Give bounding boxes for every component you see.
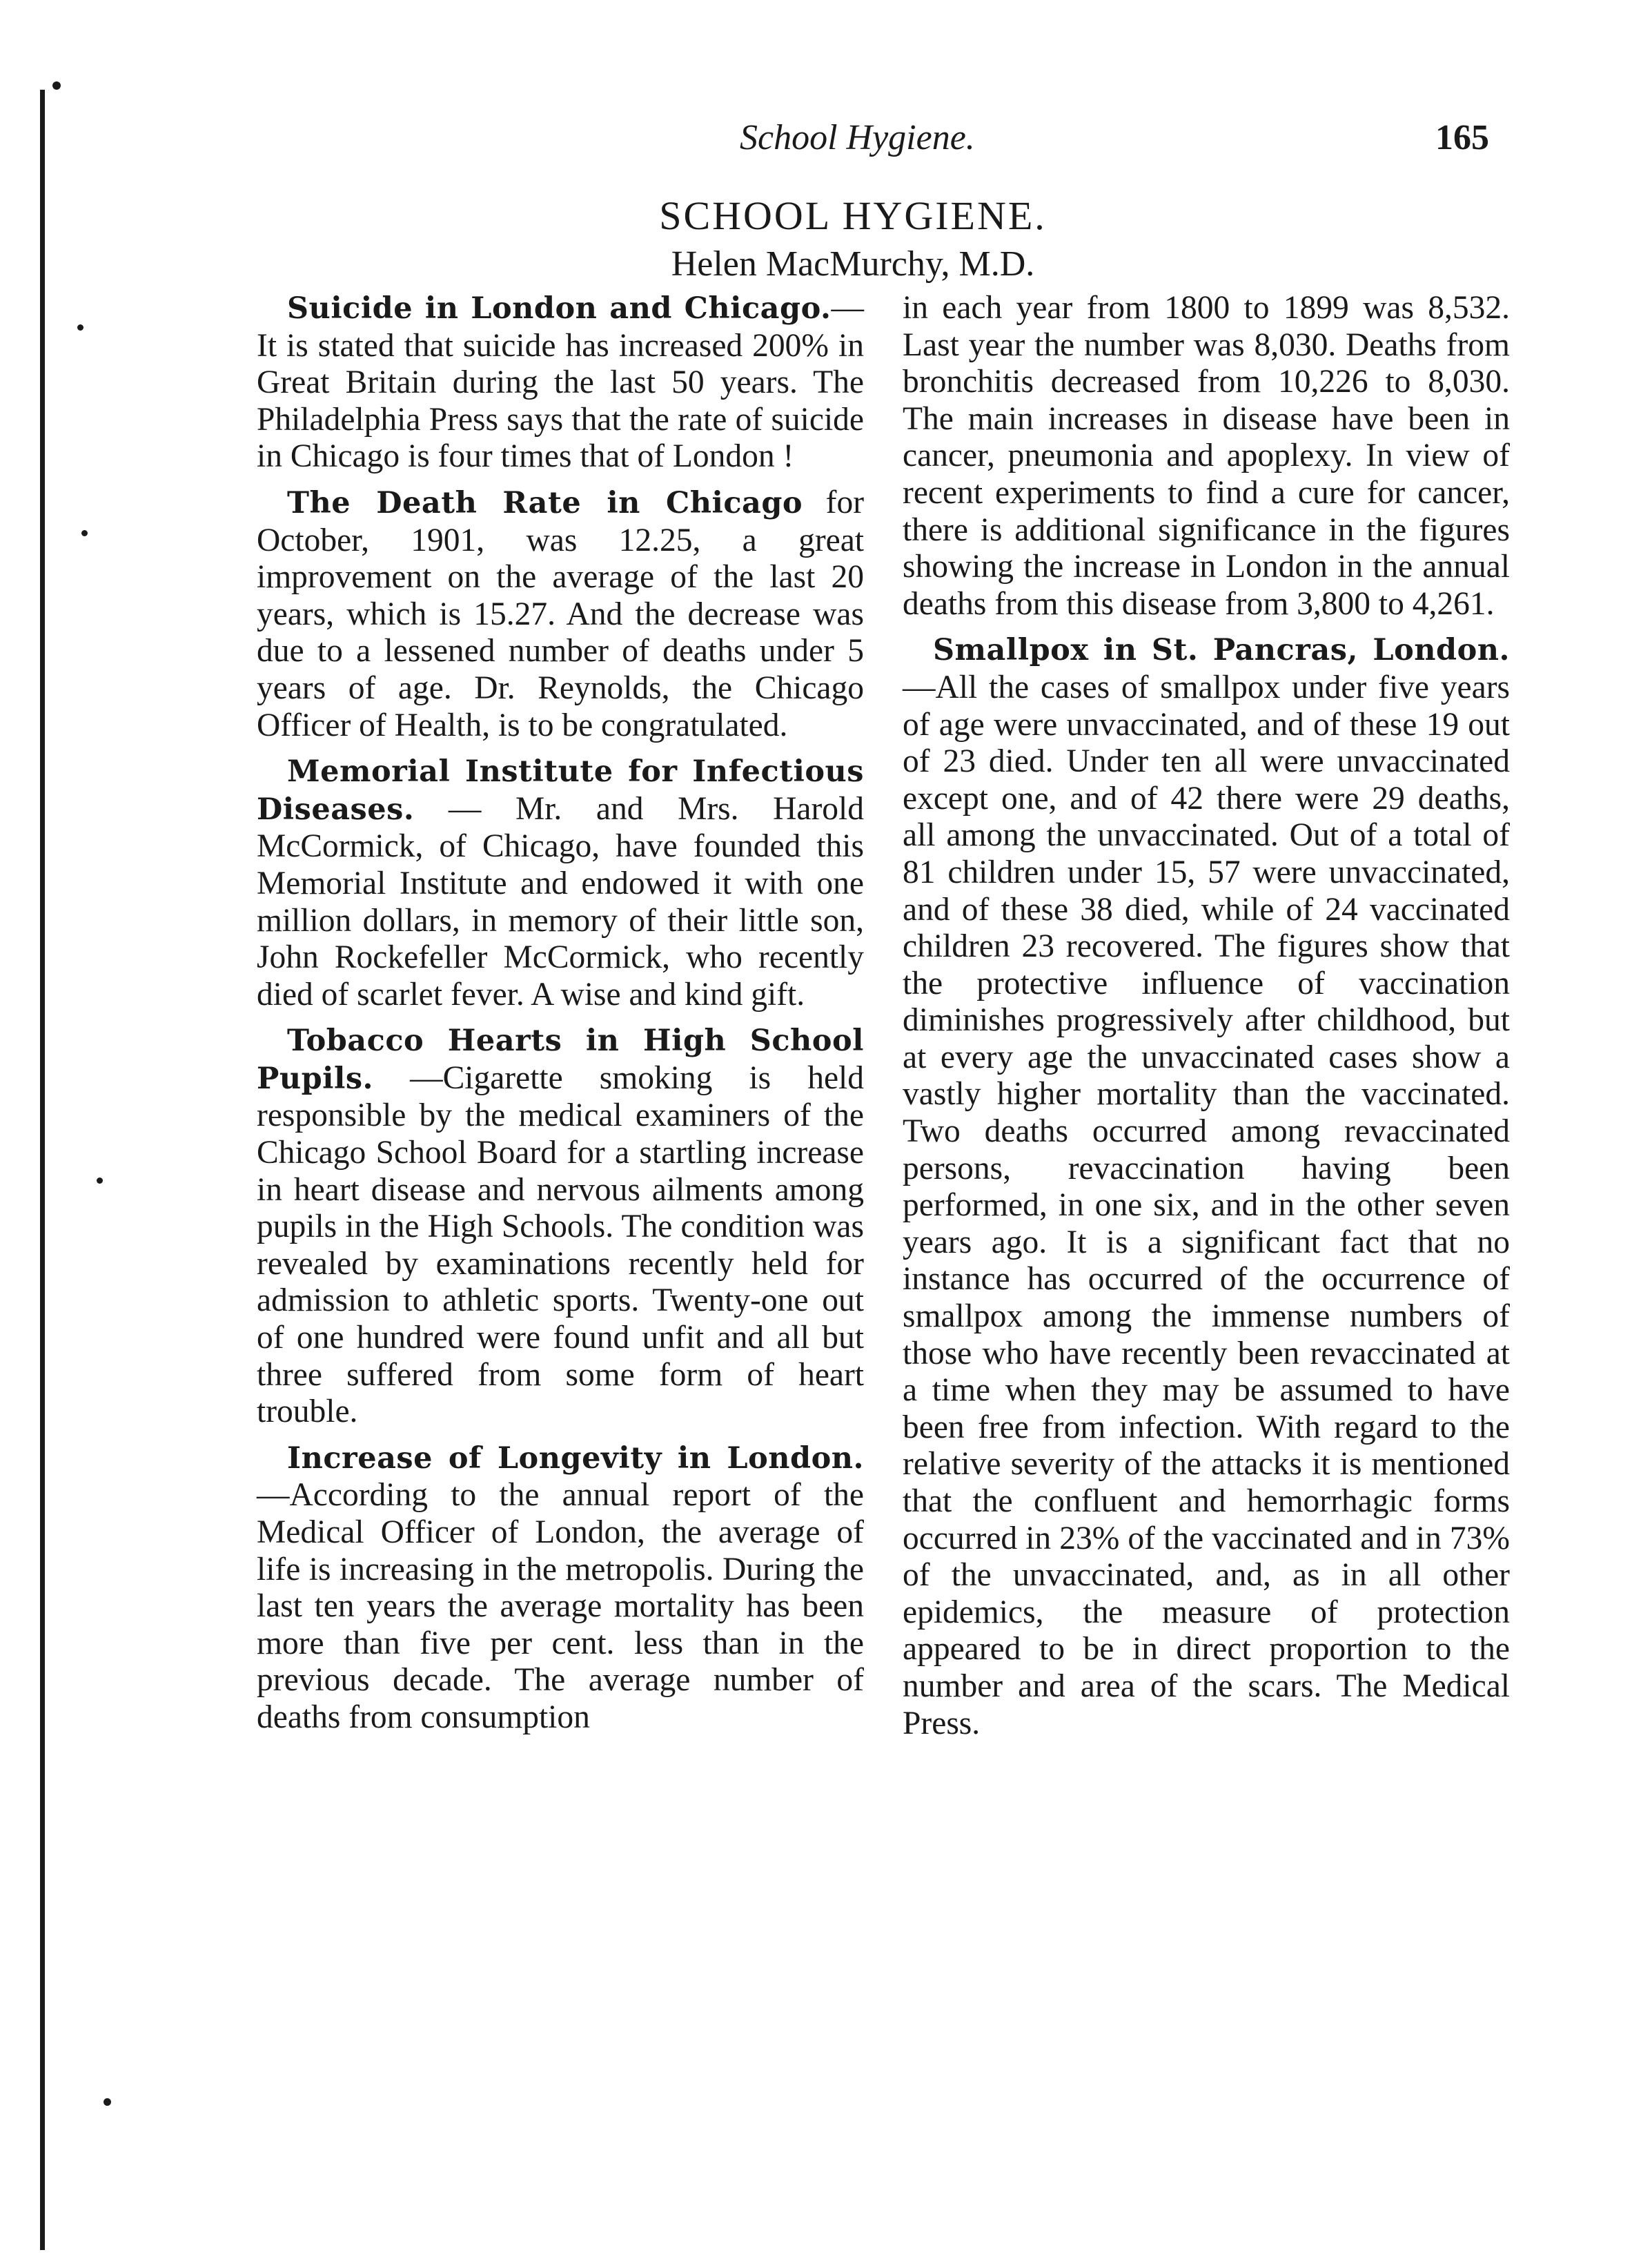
binding-mark xyxy=(77,324,83,331)
section-heading: Smallpox in St. Pancras, London. xyxy=(933,633,1510,668)
binding-mark xyxy=(52,81,61,90)
article-title: SCHOOL HYGIENE. xyxy=(659,193,1047,238)
running-head xyxy=(0,114,1652,162)
paragraph xyxy=(257,1022,864,1431)
right-column xyxy=(903,290,1510,1751)
paragraph-body: —Cigarette smoking is held responsible by the medical examiners of the Chicago School Board for a startling increase in heart disease and nervous ailments among pupils in the High Schools. The condition was revealed by examinations recently held for admission to athletic sports. Twenty-one out of one hundred were found unfit and all but three suffered from some form of heart trouble. xyxy=(257,1059,864,1430)
paragraph xyxy=(257,753,864,1013)
binding-mark xyxy=(81,530,88,536)
paragraph xyxy=(257,290,864,476)
section-heading: The Death Rate in Chicago xyxy=(287,485,803,520)
paragraph-body: —All the cases of smallpox under five years of age were unvaccinated, and of these 19 out of 23 died. Under ten all were unvaccinated except one, and of 42 there were 29 deaths, all among the unvaccinated. Out of a total of 81 children under 15, 57 were unvaccinated, and of these 38 died, while of 24 vaccinated children 23 recovered. The figures show that the protective influence of vaccination diminishes progressively after childhood, but at every age the unvaccinated cases show a vastly higher mortality than the vaccinated. Two deaths occurred among revaccinated persons, revaccination having been performed, in one six, and in the other seven years ago. It is a significant fact that no instance has occurred of the occurrence of smallpox among the immense numbers of those who have recently been revaccinated at a time when they may be assumed to have been free from infection. With regard to the relative severity of the attacks it is mentioned that the confluent and hemorrhagic forms occurred in 23% of the vaccinated and in 73% of the unvaccinated, and, as in all other epidemics, the measure of protection appeared to be in direct proportion to the number and area of the scars. The Medical Press. xyxy=(903,669,1510,1741)
section-heading: Suicide in London and Chicago. xyxy=(287,291,832,326)
page-number: 165 xyxy=(1435,118,1489,157)
paragraph xyxy=(903,632,1510,1742)
binding-mark xyxy=(104,2098,111,2106)
paragraph-body: in each year from 1800 to 1899 was 8,532. Last year the number was 8,030. Deaths from bronchitis decreased from 10,226 to 8,030. The main increases in disease have been in cancer, pneumonia and apoplexy. In view of recent experiments to find a cure for cancer, there is additional significance in the figures showing the increase in London in the annual deaths from this disease from 3,800 to 4,261. xyxy=(903,290,1510,622)
running-head-title: School Hygiene. xyxy=(740,118,975,157)
paragraph-body: —According to the annual report of the Medical Officer of London, the average of life is increasing in the metropolis. During the last ten years the average mortality has been more than five per cent. less than in the previous decade. The average number of deaths from consumption xyxy=(257,1477,864,1735)
paragraph-body: for October, 1901, was 12.25, a great improvement on the average of the last 20 years, which is 15.27. And the decrease was due to a lessened number of deaths under 5 years of age. Dr. Reynolds, the Chicago Officer of Health, is to be congratulated. xyxy=(257,484,865,743)
article-byline: Helen MacMurchy, M.D. xyxy=(671,244,1035,284)
paragraph xyxy=(257,1440,864,1737)
paragraph xyxy=(903,290,1510,623)
paragraph xyxy=(257,485,864,744)
section-heading: Increase of Longevity in London. xyxy=(287,1440,864,1476)
binding-mark xyxy=(97,1177,103,1184)
binding-edge-rule xyxy=(40,90,45,2250)
section-heading: Tobacco Hearts in High School Pupils. xyxy=(257,1024,864,1096)
paragraph-body: — Mr. and Mrs. Harold McCormick, of Chicago, have founded this Memorial Institute and endowed it with one million dollars, in memory of their little son, John Rockefeller McCormick, who recently died of scarlet fever. A wise and kind gift. xyxy=(257,790,864,1013)
left-column xyxy=(257,290,864,1746)
paragraph-body: —It is stated that suicide has increased 200% in Great Britain during the last 50 years. The Philadelphia Press says that the rate of suicide in Chicago is four times that of London ! xyxy=(257,290,864,475)
section-heading: Memorial Institute for Infectious Diseases. xyxy=(257,754,864,827)
